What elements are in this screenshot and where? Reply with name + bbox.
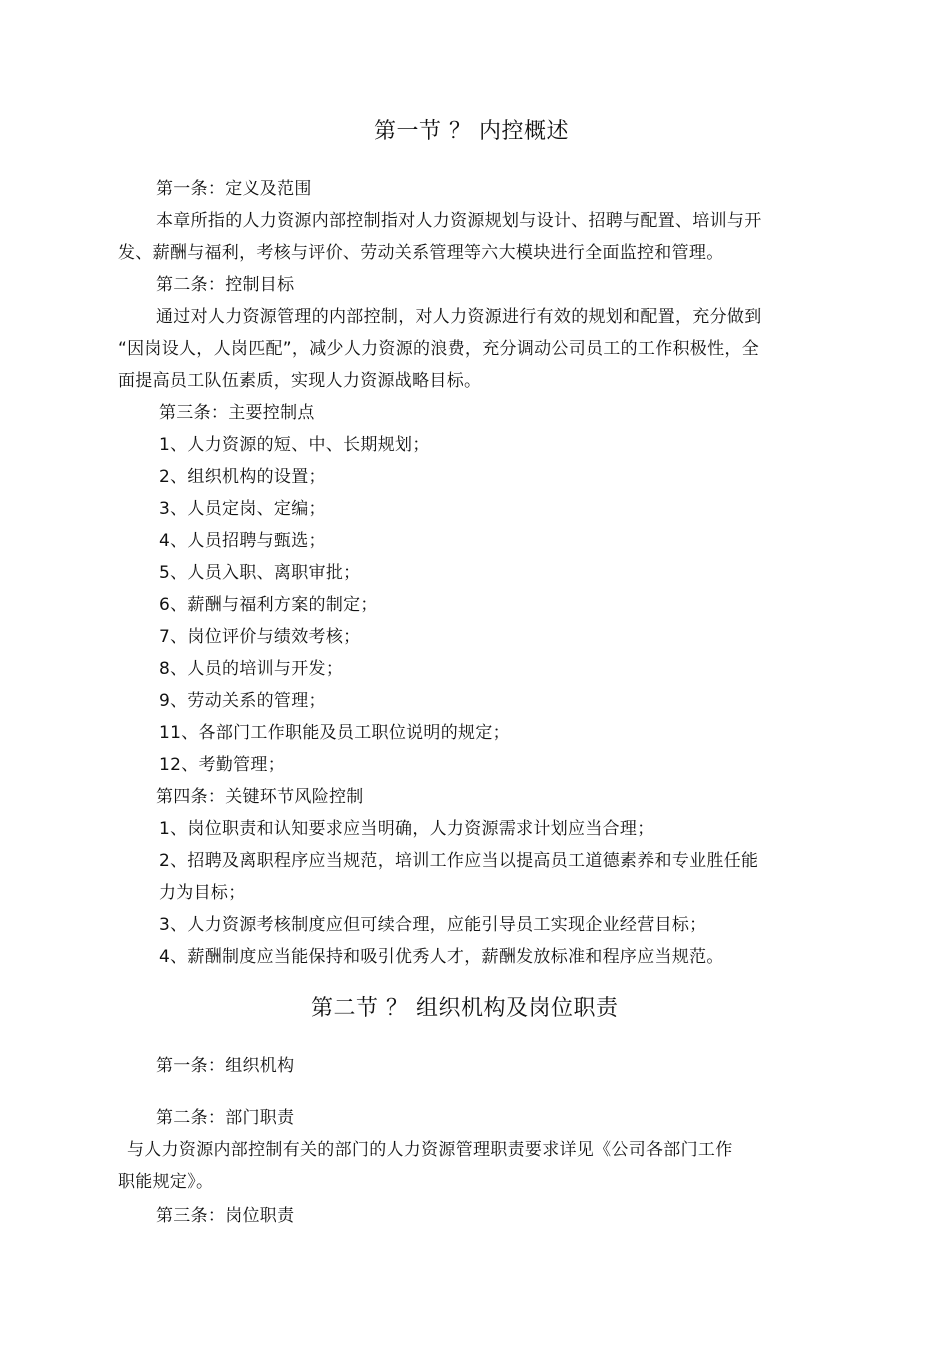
- risk-control-item: 1、岗位职责和认知要求应当明确，人力资源需求计划应当合理；: [159, 819, 655, 839]
- risk-control-item: 力为目标；: [159, 883, 246, 903]
- article-3-title: 第三条：岗位职责: [156, 1206, 295, 1226]
- control-point-item: 2、组织机构的设置；: [159, 467, 326, 487]
- article-1-title: 第一条：组织机构: [156, 1056, 295, 1076]
- article-2-title: 第二条：控制目标: [156, 275, 295, 295]
- article-2-title: 第二条：部门职责: [156, 1108, 295, 1128]
- control-point-item: 7、岗位评价与绩效考核；: [159, 627, 361, 647]
- article-4-title: 第四条：关键环节风险控制: [156, 787, 364, 807]
- risk-control-item: 3、人力资源考核制度应但可续合理，应能引导员工实现企业经营目标；: [159, 915, 707, 935]
- control-point-item: 9、劳动关系的管理；: [159, 691, 326, 711]
- article-1-body-line: 发、薪酬与福利，考核与评价、劳动关系管理等六大模块进行全面监控和管理。: [118, 243, 724, 263]
- section-1-title: 第一节 ？ 内控概述: [374, 119, 569, 144]
- article-2-body-line: “因岗设人，人岗匹配”，减少人力资源的浪费，充分调动公司员工的工作积极性，全: [118, 339, 760, 359]
- section-2-title: 第二节 ？ 组织机构及岗位职责: [311, 996, 619, 1021]
- control-point-item: 11、各部门工作职能及员工职位说明的规定；: [159, 723, 510, 743]
- control-point-item: 5、人员入职、离职审批；: [159, 563, 361, 583]
- article-1-body-line: 本章所指的人力资源内部控制指对人力资源规划与设计、招聘与配置、培训与开: [156, 211, 762, 231]
- article-2-body-line: 职能规定》。: [118, 1172, 214, 1192]
- control-point-item: 1、人力资源的短、中、长期规划；: [159, 435, 430, 455]
- risk-control-item: 2、招聘及离职程序应当规范，培训工作应当以提高员工道德素养和专业胜任能: [159, 851, 759, 871]
- control-point-item: 4、人员招聘与甄选；: [159, 531, 326, 551]
- control-point-item: 6、薪酬与福利方案的制定；: [159, 595, 378, 615]
- article-2-body-line: 面提高员工队伍素质，实现人力资源战略目标。: [118, 371, 482, 391]
- control-point-item: 3、人员定岗、定编；: [159, 499, 326, 519]
- risk-control-item: 4、薪酬制度应当能保持和吸引优秀人才，薪酬发放标准和程序应当规范。: [159, 947, 724, 967]
- article-2-body-line: 通过对人力资源管理的内部控制，对人力资源进行有效的规划和配置，充分做到: [156, 307, 762, 327]
- control-point-item: 12、考勤管理；: [159, 755, 286, 775]
- article-3-title: 第三条：主要控制点: [159, 403, 315, 423]
- article-1-title: 第一条：定义及范围: [156, 179, 312, 199]
- control-point-item: 8、人员的培训与开发；: [159, 659, 344, 679]
- article-2-body-line: 与人力资源内部控制有关的部门的人力资源管理职责要求详见《公司各部门工作: [127, 1140, 733, 1160]
